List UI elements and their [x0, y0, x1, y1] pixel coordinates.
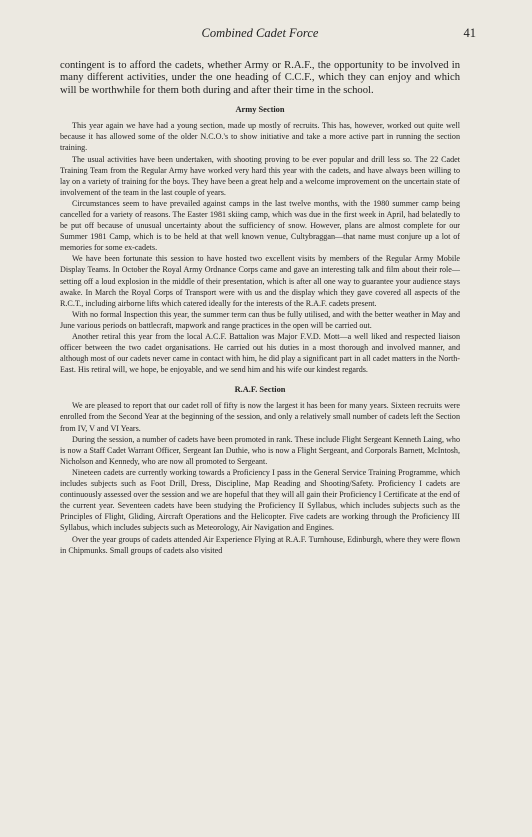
army-section-body	[60, 120, 460, 375]
intro-paragraph: contingent is to afford the cadets, whether Army or R.A.F., the opportunity to be involved in many different activities, under the one heading of C.C.F., which they can enjoy and which will be worthwhile for them both during and after their time in the school.	[60, 60, 460, 96]
page-number: 41	[463, 26, 476, 40]
running-title: Combined Cadet Force	[201, 26, 319, 40]
raf-paragraph: Over the year groups of cadets attended Air Experience Flying at R.A.F. Turnhouse, Edinburgh, where they were flown in Chipmunks. Small groups of cadets also visited	[60, 534, 460, 555]
running-header	[60, 26, 476, 48]
raf-section-heading: R.A.F. Section	[234, 385, 286, 395]
army-paragraph: We have been fortunate this session to have hosted two excellent visits by members of the Regular Army Mobile Display Teams. In October the Royal Army Ordnance Corps came and gave an interesting talk and film about their role—setting off a loud explosion in the middle of their presentation, which is after all one way to guarantee your audience stays awake. In March the Royal Corps of Transport were with us and the display which they gave covered all aspects of the R.C.T., including airborne lifts which catered ideally for the interests of the R.A.F. cadets present.	[60, 254, 460, 308]
army-paragraph: Another retiral this year from the local A.C.F. Battalion was Major F.V.D. Mott—a well liked and respected liaison officer between the two cadet organisations. He carried out his duties in a most thorough and involved manner, and although most of our cadets never came in contact with him, he did play a significant part in all cadet matters in the North-East. His retiral will, we hope, be enjoyable, and we send him and his wife our kindest regards.	[60, 332, 460, 375]
army-paragraph: With no formal Inspection this year, the summer term can thus be fully utilised, and with the better weather in May and June various periods on battlecraft, mapwork and range practices in the open will be carried out.	[60, 309, 460, 330]
raf-paragraph: During the session, a number of cadets have been promoted in rank. These include Flight Sergeant Kenneth Laing, who is now a Staff Cadet Warrant Officer, Sergeant Ian Duthie, who is now a Flight Sergeant, and Corporals Barnett, McIntosh, Nicholson and Kennedy, who are now all promoted to Sergeant.	[60, 434, 460, 466]
army-paragraph: The usual activities have been undertaken, with shooting proving to be ever popular and drill less so. The 22 Cadet Training Team from the Regular Army have worked very hard this year with the cadets, and have always been willing to lay on a variety of training for the boys. They have been a great help and a welcome improvement on the uncertain state of involvement of the team in the last couple of years.	[60, 154, 460, 197]
army-section-heading: Army Section	[235, 105, 285, 115]
army-paragraph: Circumstances seem to have prevailed against camps in the last twelve months, with the 1980 summer camp being cancelled for a variety of reasons. The Easter 1981 skiing camp, which was due in the first week in April, had belatedly to be put off because of unusual uncertainty about the sufficiency of snow. However, plans are almost complete for our Summer 1981 Camp, which is to be held at that well known venue, Cultybraggan—that name must conjure up a lot of memories for some ex-cadets.	[60, 198, 460, 253]
raf-paragraph: Nineteen cadets are currently working towards a Proficiency I pass in the General Service Training Programme, which includes subjects such as Foot Drill, Dress, Discipline, Map Reading and Shooting/Safety. Proficiency I cadets are continuously assessed over the session and we are hopeful that they will all gain their Proficiency I Certificate at the end of the current year. Seventeen cadets have been studying the Proficiency II Syllabus, which includes subjects such as the Principles of Flight, Gliding, Aircraft Operations and the Helicopter. Five cadets are working through the Proficiency III Syllabus, which includes subjects such as Meteorology, Air Navigation and Engines.	[60, 467, 460, 533]
raf-paragraph: We are pleased to report that our cadet roll of fifty is now the largest it has been for many years. Sixteen recruits were enrolled from the Second Year at the beginning of the session, and only a relatively small number of cadets left the Section from IV, V and VI Years.	[60, 401, 460, 433]
section-spacer	[60, 375, 460, 379]
army-paragraph: This year again we have had a young section, made up mostly of recruits. This has, however, worked out quite well because it has allowed some of the older N.C.O.'s to show initiative and take a more active part in running the section training.	[60, 121, 460, 153]
raf-section-body	[60, 400, 460, 555]
